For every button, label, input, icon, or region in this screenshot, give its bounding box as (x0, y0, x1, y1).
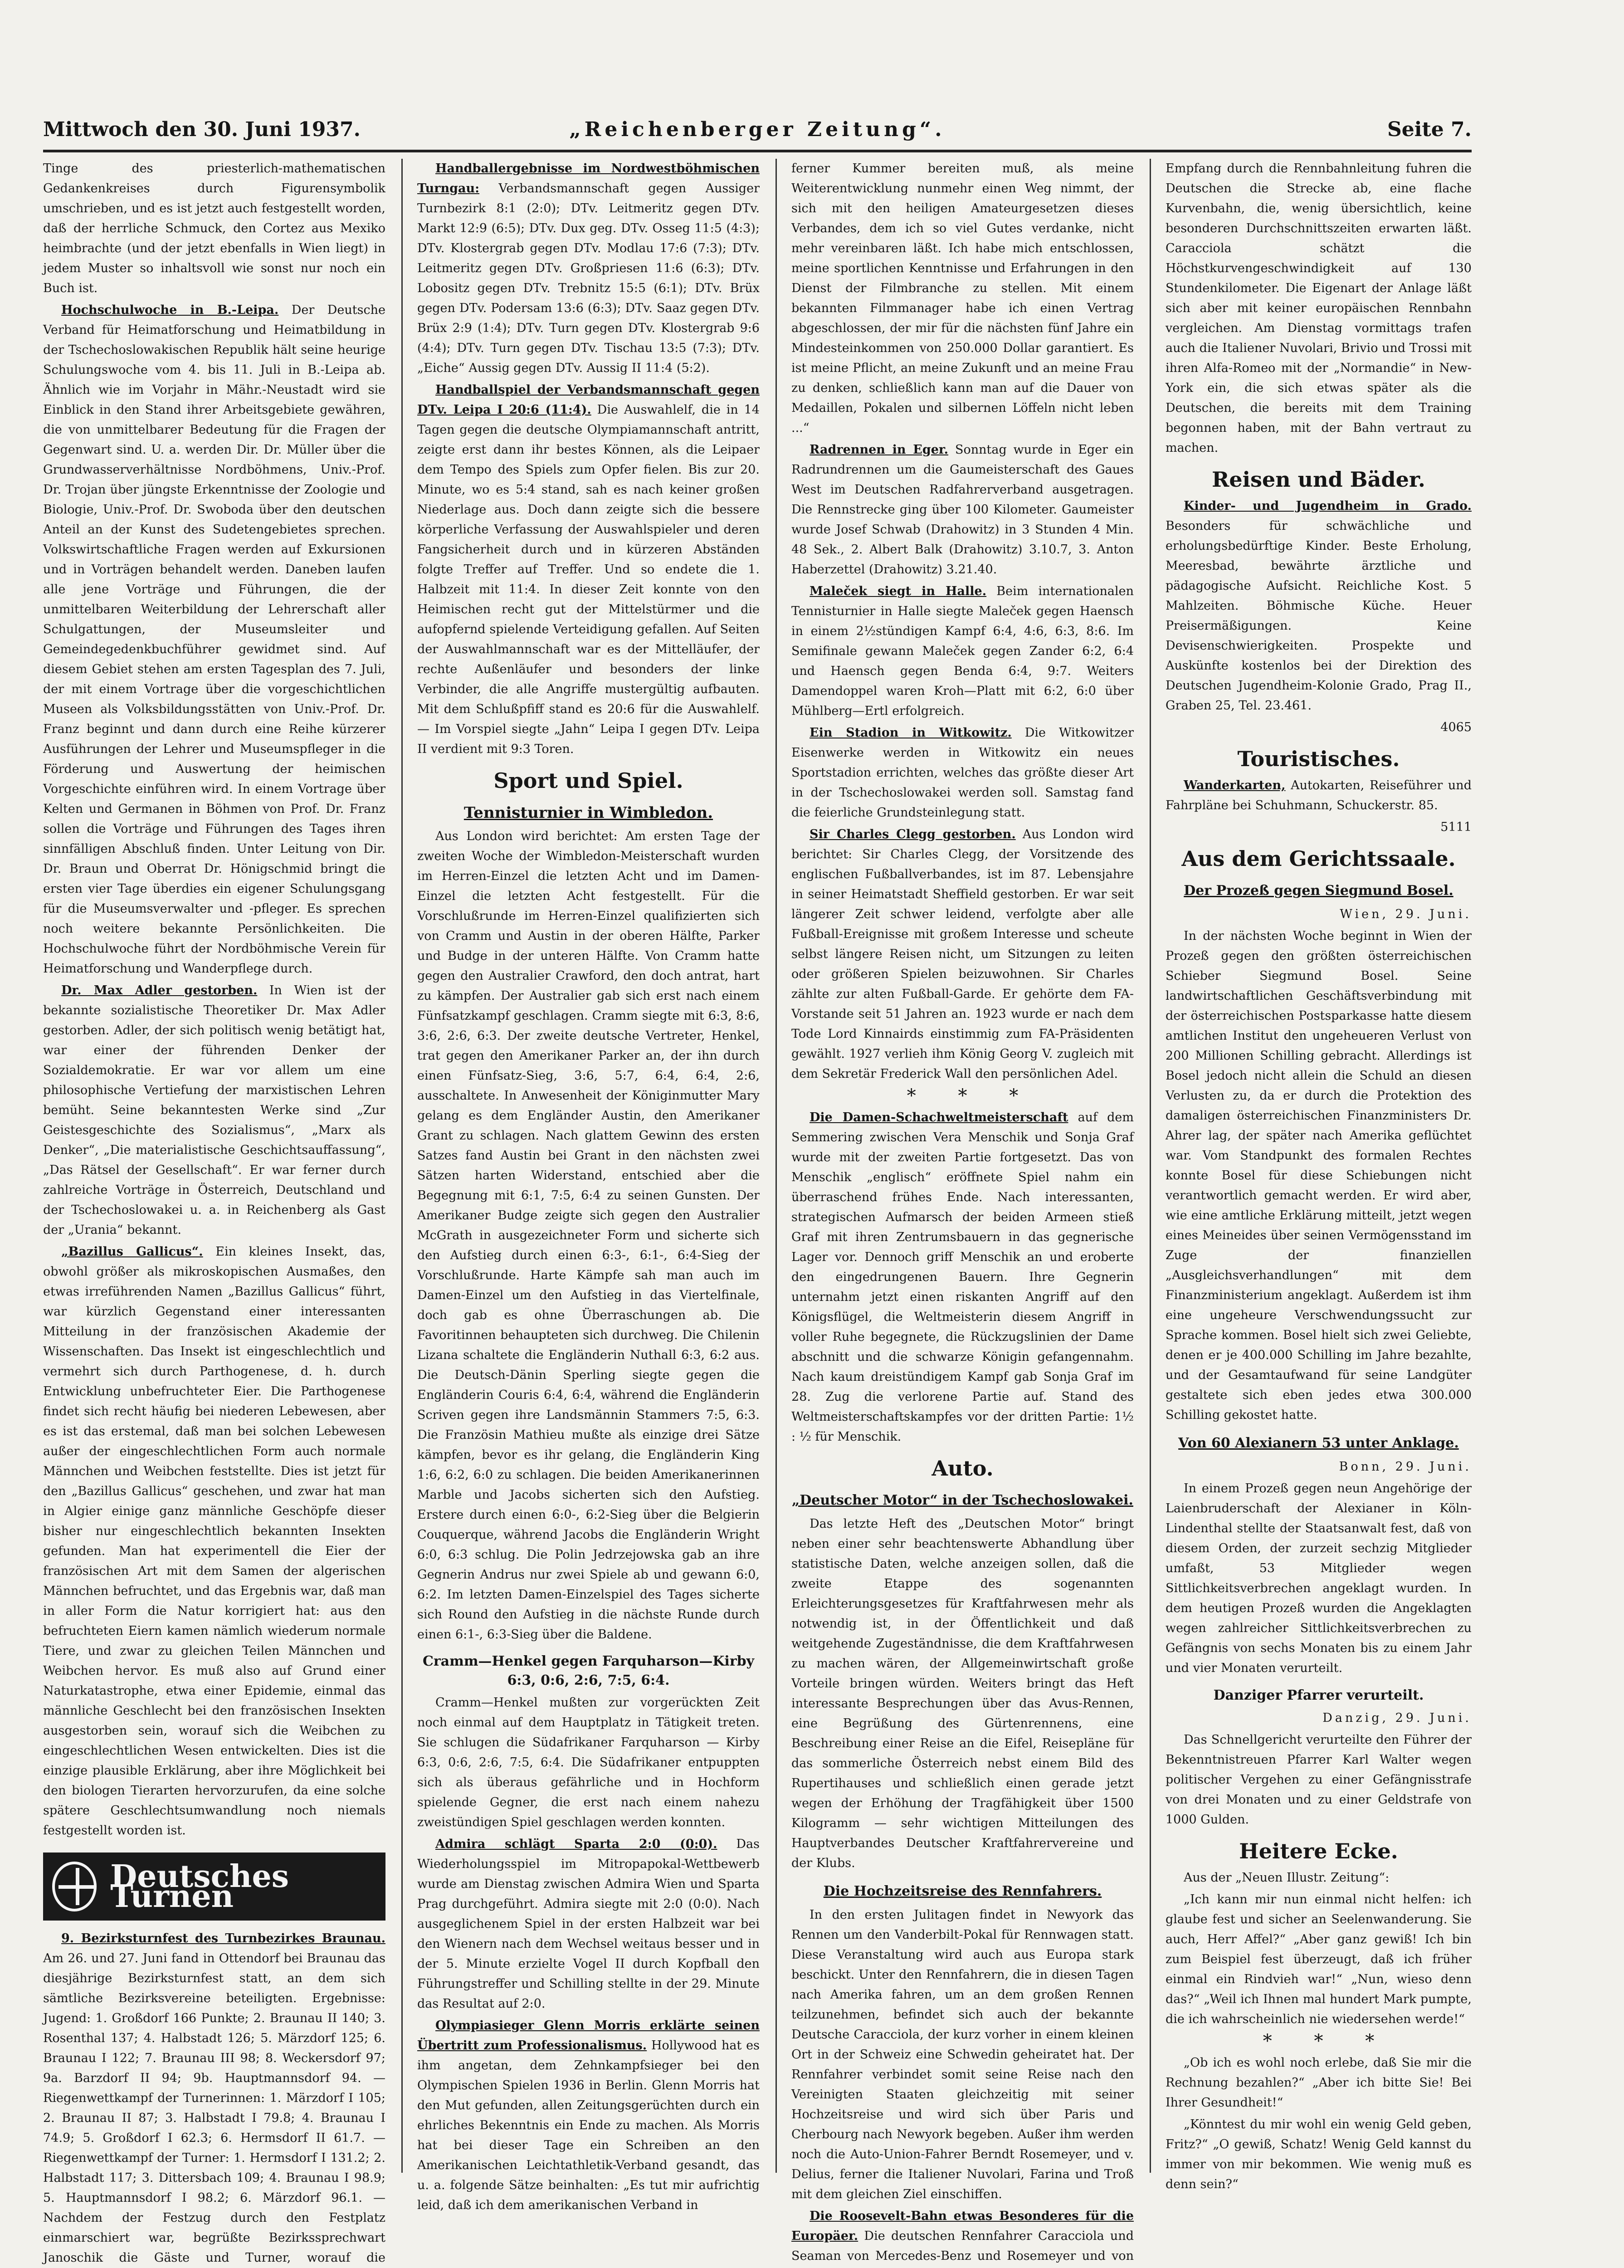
article-body: Aus London wird berichtet: Sir Charles Clegg, der Vorsitzende des englischen Fußballverbandes, ist im 87. Lebensjahre in seiner Heimatstadt Sheffield gestorben. Er war seit längerer Zeit schwer leidend, verfolgte aber alle Fußball-Ereignisse mit großem Interesse und scheute selbst längere Reisen nicht, um Sitzungen zu leiten oder größeren Spielen beizuwohnen. Sir Charles zählte zur alten Fußball-Garde. Er gehörte dem FA-Vorstande seit 51 Jahren an. 1923 wurde er nach dem Tode Lord Kinnairds einstimmig zum FA-Präsidenten gewählt. 1927 verlieh ihm König Georg V. zugleich mit dem Sekretär Frederick Wall den persönlichen Adel. (791, 827, 1134, 1081)
heading-hochzeitsreise: Die Hochzeitsreise des Rennfahrers. (823, 1883, 1102, 1899)
newspaper-title: „Reichenberger Zeitung“. (569, 118, 946, 141)
joke: „Könntest du mir wohl ein wenig Geld geben, Fritz?“ „O gewiß, Schatz! Wenig Geld kannst du immer von mir bekommen. Wie wenig muß es denn sein?“ (1166, 2117, 1472, 2191)
article-deutscher-motor: Das letzte Heft des „Deutschen Motor“ bringt neben einer sehr beachtenswerte Abhandlung über statistische Daten, welche anzeigen sollen, daß die zweite Etappe des sogenannten Erleichterungsgesetzes für Kraftfahrwesen mehr als notwendig ist, in der Öffentlichkeit und daß weitgehende Zugeständnisse, die dem Kraftfahrwesen zu machen wären, der Allgemeinwirtschaft große Vorteile bringen würden. Weiters bringt das Heft interessante Besprechungen über das Avus-Rennen, eine Begrüßung des Gürtenrennens, eine Beschreibung einer Reise an die Eifel, Reisepläne für das sommerliche Österreich nebst einem Bild des Rupertihauses und schließlich einen gerade jetzt wegen der Erhöhung der Tragfähigkeit über 1500 Kilogramm — sehr wichtigen Mitteilungen des Hauptverbandes Deutscher Kraftfahrervereine und der Klubs. (791, 1517, 1134, 1870)
ad-code: 5111 (1440, 820, 1472, 834)
column-3 (791, 159, 1134, 2263)
article-title: Sir Charles Clegg gestorben. (810, 827, 1016, 841)
section-heading-gerichtssaal: Aus dem Gerichtssaale. (1181, 846, 1456, 871)
joke: „Ob ich es wohl noch erlebe, daß Sie mir die Rechnung bezahlen?“ „Aber ich bitte Sie! Bei Ihrer Gesundheit!“ (1166, 2056, 1472, 2110)
article-body: auf dem Semmering zwischen Vera Menschik und Sonja Graf wurde mit der zweiten Partie fortgesetzt. Das von Menschik „englisch“ eröffnete Spiel nahm ein überraschend frühes Ende. Nach interessanten, strategischen Aufmarsch der beiden Armeen stieß Graf mit ihren Zentrumsbauern in das gegnerische Lager vor. Dennoch griff Menschik an und eroberte den eingedrungenen Bauern. Ihre Gegnerin unternahm jetzt einen riskanten Angriff auf den Königsflügel, die Weltmeisterin diesem Angriff in voller Ruhe begegnete, die Rückzugslinien der Dame abschnitt und die schwarze Königin gefangennahm. Nach kaum dreistündigem Kampf gab Sonja Graf im 28. Zug die verlorene Partie auf. Stand des Weltmeisterschaftskampfes vor der dritten Partie: 1½ : ½ für Menschik. (791, 1110, 1134, 1444)
article-schach (791, 1108, 1134, 1447)
article-body: Hollywood hat es ihm angetan, dem Zehnkampfsieger bei den Olympischen Spielen 1936 in Berlin. Glenn Morris hat den Mut gefunden, allen Zeitungsgerüchten durch ein ehrliches Bekenntnis ein Ende zu machen. Als Morris hat bei dieser Tage ein Schreiben an den Amerikanischen Leichtathletik-Verband gesandt, das u. a. folgende Sätze beinhalten: „Es tut mir aufrichtig leid, daß ich dem amerikanischen Verband in (417, 2038, 760, 2212)
article-handball-results (417, 159, 760, 378)
ad-wanderkarten (1166, 776, 1472, 816)
ad-body: Besonders für schwächliche und erholungsbedürftige Kinder. Beste Erholung, Meeresbad, bewährte ärztliche und pädagogische Aufsicht. Reichliche Kost. 5 Mahlzeiten. Böhmische Küche. Heuer Preisermäßigungen. Keine Devisenschwierigkeiten. Prospekte und Auskünfte kostenlos bei der Direktion des Deutschen Jugendheim-Kolonie Grado, Prag II., Graben 25, Tel. 23.461. (1166, 519, 1472, 713)
separator-stars: * * * (907, 1085, 1037, 1106)
ad-title: Wanderkarten, (1184, 778, 1286, 792)
article-hochschulwoche (43, 300, 385, 979)
column-1 (43, 159, 386, 2265)
article-title: Die Roosevelt-Bahn etwas Besonderes für die Europäer. (791, 2209, 1134, 2243)
article-body: Beim internationalen Tennisturnier in Halle siegte Maleček gegen Haensch in einem 2½stündigen Kampf 6:4, 4:6, 6:3, 8:6. Im Semifinale gewann Maleček gegen Zander 6:2, 6:4 und Haensch gegen Benda 6:4, 9:7. Weiters Damendoppel waren Kroh—Platt mit 6:2, 6:0 über Mühlberg—Ertl erfolgreich. (791, 584, 1134, 718)
heading-alexianer: Von 60 Alexianern 53 unter Anklage. (1178, 1435, 1459, 1451)
article-roosevelt (791, 2206, 1134, 2268)
column-2 (417, 159, 760, 2212)
article-morris (417, 2016, 760, 2215)
article-hochzeitsreise: In den ersten Julitagen findet in Newyork das Rennen um den Vanderbilt-Pokal für Rennwagen statt. Diese Veranstaltung wird auch aus Europa stark beschickt. Unter den Rennfahrern, die in diesen Tagen nach Amerika fahren, um an dem großen Rennen teilzunehmen, befindet sich auch der bekannte Deutsche Caracciola, der kurz vorher in einem kleinen Ort in der Schweiz eine Schwedin geheiratet hat. Der Rennfahrer verbindet somit seine Reise nach den Vereinigten Staaten gleichzeitig mit seiner Hochzeitsreise und wird sich über Paris und Cherbourg nach Newyork begeben. Außer ihm werden noch die Auto-Union-Fahrer Berndt Rosemeyer, und v. Delius, ferner die Italiener Nuvolari, Farina und Troß mit dem gleichen Ziel einschiffen. (791, 1908, 1134, 2201)
article-body: In Wien ist der bekannte sozialistische Theoretiker Dr. Max Adler gestorben. Adler, der sich politisch wenig betätigt hat, war einer der führenden Denker der Sozialdemokratie. Er war vor allem um eine philosophische Vertiefung der marxistischen Lehren bemüht. Seine bekanntesten Werke sind „Zur Geistesgeschichte des Sozialismus“, „Marx als Denker“, „Die materialistische Geschichtsauffassung“, „Das Rätsel der Gesellschaft“. Er war ferner durch zahlreiche Vorträge in Österreich, Deutschland und der Tschechoslowakei u. a. in Reichenberg als Gast der „Urania“ bekannt. (43, 983, 386, 1237)
article-body: Die Auswahlelf, die in 14 Tagen gegen die deutsche Olympiamannschaft antritt, zeigte erst dann ihr bestes Können, als die Leipaer dem Tempo des Spiels zum Opfer fielen. Bis zur 20. Minute, wo es 5:4 stand, sah es nach keiner großen Niederlage aus. Doch dann zeigte sich die bessere körperliche Verfassung der Auswahlspieler und deren Fangsicherheit durch und in kürzeren Abständen folgte Treffer auf Treffer. Und so endete die 1. Halbzeit mit 11:4. In dieser Zeit konnte von den Heimischen recht gut der Mittelstürmer und die aufopfernd spielende Verteidigung gefallen. Auf Seiten der Auswahlmannschaft war es der Mittelläufer, der rechte Außenläufer und besonders der linke Verbinder, die alle Angriffe mustergültig aufbauten. Mit dem Schlußpfiff stand es 20:6 für die Auswahlelf. — Im Vorspiel siegte „Jahn“ Leipa I gegen DTv. Leipa II verdient mit 9:3 Toren. (417, 403, 760, 756)
article-morris-continued: ferner Kummer bereiten muß, als meine Weiterentwicklung nunmehr einen Weg nimmt, der sich mit den heiligen Amateurgesetzen dieses Verbandes, dem ich so viel Gutes verdanke, nicht mehr vereinbaren läßt. Ich habe mich entschlossen, meine sportlichen Kenntnisse und Erfahrungen in den Dienst der Filmbranche zu stellen. Mit einem bekannten Filmmanager habe ich einen Vertrag abgeschlossen, der mir für die nächsten fünf Jahre ein Mindesteinkommen von 250.000 Dollar garantiert. Es ist meine Pflicht, an meine Zukunft und an meine Frau zu denken, schließlich kann man auf die Dauer von Medaillen, Pokalen und silbernen Löffeln nicht leben ...“ (791, 161, 1134, 435)
article-title: Handballspiel der Verbandsmannschaft gegen DTv. Leipa I 20:6 (11:4). (417, 383, 760, 417)
article-body: Die deutschen Rennfahrer Caracciola und Seaman von Mercedes-Benz und Rosemeyer und von (791, 2229, 1134, 2263)
column-4 (1166, 159, 1472, 2191)
column-divider (775, 159, 777, 2173)
article-body: Der Deutsche Verband für Heimatforschung und Heimatbildung in der Tschechoslowakischen Republik hält seine heurige Schulungswoche vom 4. bis 11. Juli in B.-Leipa ab. Ähnlich wie im Vorjahr in Mähr.-Neustadt wird sie Einblick in den Stand ihrer Arbeitsgebiete gewähren, die von unmittelbarer Bedeutung für die Fragen der Gegenwart sind. U. a. werden Dir. Dr. Müller über die Grundwasserverhältnisse Nordböhmens, Univ.-Prof. Dr. Trojan über jüngste Erkenntnisse der Zoologie und Biologie, Univ.-Prof. Dr. Swoboda über den deutschen Anteil an der Kunst des Sudetengebietes sprechen. Volkswirtschaftliche Fragen werden auf Exkursionen und in Vorträgen behandelt werden. Daneben laufen alle jene Vorträge und Führungen, die der unmittelbaren Weiterbildung der Lehrerschaft aller Schulgattungen, der Museumsleiter und Gemeindegedenkbuchführer gewidmet sind. Auf diesem Gebiet stehen am ersten Tagesplan des 7. Juli, der mit einem Vortrage über die vorgeschichtlichen Museen als Volksbildungsstätten von Univ.-Prof. Dr. Franz beginnt und dann durch eine Reihe kürzerer Ausführungen der Lehrer und Museumspfleger in die Förderung und Auswertung der heimischen Vorgeschichte einführen wird. In einem Vortrage über Kelten und Germanen in Böhmen von Prof. Dr. Franz sollen die Vorträge und Führungen des Tages ihren sinnfälligen Abschluß finden. Unter Leitung von Dir. Dr. Braun und Oberrat Dr. Hönigschmid bringt die ersten vier Tage überdies ein eigener Schulungsgang für die Museumsverwalter und -pfleger. Es sprechen noch weitere bekannte Persönlichkeiten. Die Hochschulwoche führt der Nordböhmische Verein für Heimatforschung und Wanderpflege durch. (43, 303, 385, 976)
section-heading-reisen: Reisen und Bäder. (1212, 467, 1425, 492)
article-malecek (791, 582, 1134, 721)
article-body: Das Wiederholungsspiel im Mitropapokal-Wettbewerb wurde am Dienstag zwischen Admira Wien und Sparta Prag durchgeführt. Admira siegte mit 2:0 (0:0). Nach ausgeglichenem Spiel in der ersten Halbzeit war bei den Wienern nach dem Wechsel weitaus besser und in der 5. Minute erzielte Vogel II durch Kopfball den Führungstreffer und Schilling stellte in der 29. Minute das Resultat auf 2:0. (417, 1837, 760, 2011)
article-bacillus (43, 1242, 385, 1841)
newspaper-page (43, 109, 1472, 2265)
section-heading-auto: Auto. (931, 1456, 994, 1481)
page-number: Seite 7. (1387, 118, 1472, 141)
column-divider (401, 159, 403, 2173)
article-turnfest (43, 1929, 385, 2268)
article-title: „Bazillus Gallicus“. (61, 1245, 203, 1259)
column-divider (1150, 159, 1151, 2173)
article-body: Am 26. und 27. Juni fand in Ottendorf bei Braunau das diesjährige Bezirksturnfest statt, an dem sich sämtliche Bezirksvereine beteiligten. Ergebnisse: Jugend: 1. Großdorf 166 Punkte; 2. Braunau II 140; 3. Rosenthal 137; 4. Halbstadt 126; 5. Märzdorf 125; 6. Braunau I 122; 7. Braunau III 98; 8. Weckersdorf 97; 9a. Barzdorf II 94; 9b. Hauptmannsdorf 94. — Riegenwettkampf der Turnerinnen: 1. Märzdorf I 105; 2. Braunau II 87; 3. Halbstadt I 79.8; 4. Braunau I 74.9; 5. Großdorf I 62.3; 6. Hermsdorf II 61.7. — Riegenwettkampf der Turner: 1. Hermsdorf I 131.2; 2. Halbstadt 117; 3. Dittersbach 109; 4. Braunau I 98.9; 5. Hauptmannsdorf I 98.2; 6. Märzdorf 96.1. — Nachdem der Festzug durch den Festplatz einmarschiert war, begrüßte Bezirkssprechwart Janoschik die Gäste und Turner, worauf die (43, 1951, 385, 2265)
article-body: Verbandsmannschaft gegen Aussiger Turnbezirk 8:1 (2:0); DTv. Leitmeritz gegen DTv. Markt 12:9 (6:5); DTv. Dux geg. DTv. Osseg 11:5 (4:3); DTv. Klostergrab gegen DTv. Modlau 17:6 (7:3); DTv. Leitmeritz gegen DTv. Großpriesen 11:6 (6:3); DTv. Lobositz gegen DTv. Trebnitz 15:5 (6:1); DTv. Brüx gegen DTv. Podersam 13:6 (6:3); DTv. Saaz gegen DTv. Brüx 2:9 (1:4); DTv. Turn gegen DTv. Klostergrab 9:6 (4:4); DTv. Turn gegen DTv. Tischau 13:5 (7:3); DTv. „Eiche“ Aussig gegen DTv. Aussig II 11:4 (5:2). (417, 181, 760, 375)
article-cramm-henkel: Cramm—Henkel mußten zur vorgerückten Zeit noch einmal auf dem Hauptplatz in Tätigkeit treten. Sie schlugen die Südafrikaner Farquharson — Kirby 6:3, 0:6, 2:6, 7:5, 6:4. Die Südafrikaner entpuppten sich als überaus gefährliche und in Hochform spielende Gegner, die erst nach einem nahezu zweistündigen Spiel geschlagen werden konnten. (417, 1696, 760, 1829)
article-roosevelt-continued: Empfang durch die Rennbahnleitung fuhren die Deutschen die Strecke ab, eine flache Kurvenbahn, die, wenig übersichtlich, keine besonderen Durchschnittszeiten erwarten läßt. Caracciola schätzt die Höchstkurvengeschwindigkeit auf 130 Stundenkilometer. Die Eigenart der Anlage läßt sich aber mit keiner europäischen Rennbahn vergleichen. Am Dienstag vormittags trafen auch die Italiener Nuvolari, Brivio und Trossi mit ihren Alfa-Romeo mit der „Normandie“ in New-York ein, die sich etwas später als die Deutschen, die bereits mit dem Training begonnen haben, mit der Bahn vertraut zu machen. (1166, 161, 1472, 455)
section-heading-touristisches: Touristisches. (1237, 747, 1400, 771)
dateline: Bonn, 29. Juni. (1339, 1460, 1472, 1474)
article-title: Handballergebnisse im Nordwestböhmischen Turngau: (417, 161, 760, 196)
turner-cross-icon (52, 1862, 97, 1911)
ad-body: Autokarten, Reiseführer und Fahrpläne bei Schuhmann, Schuckerstr. 85. (1166, 778, 1472, 812)
heading-deutscher-motor: „Deutscher Motor“ in der Tschechoslowakei. (792, 1492, 1133, 1508)
article-alexianer: In einem Prozeß gegen neun Angehörige der Laienbruderschaft der Alexianer in Köln-Lindenthal stellte der Staatsanwalt fest, daß von diesem Orden, der zurzeit sechzig Mitglieder umfaßt, 53 Mitglieder wegen Sittlichkeitsverbrechen angeklagt wurden. In dem heutigen Prozeß wurden die Angeklagten wegen zahlreicher Sittlichkeitsverbrechen zu Gefängnis von sechs Monaten bis zu einem Jahr und vier Monaten verurteilt. (1166, 1481, 1472, 1675)
ad-code: 4065 (1440, 720, 1472, 734)
article-body: Ein kleines Insekt, das, obwohl größer als mikroskopischen Ausmaßes, den etwas irreführenden Namen „Bazillus Gallicus“ führt, war kürzlich Gegenstand einer interessanten Mitteilung in der französischen Akademie der Wissenschaften. Das Insekt ist eingeschlechtlich und vermehrt sich durch Parthogenese, d. h. durch Entwicklung unbefruchteter Eier. Die Parthogenese findet sich recht häufig bei niederen Lebewesen, aber es ist das erstemal, daß man bei solchen Lebewesen außer der eingeschlechtlichen Form auch normale Männchen und Weibchen feststellte. Dies ist jetzt für den „Bazillus Gallicus“ geschehen, und zwar hat man in Algier einige ganz männliche Geschöpfe dieser bisher nur eingeschlechtlich bekannten Insekten gefunden. Man hat experimentell die Eier der französischen Art mit dem Samen der algerischen Männchen befruchtet, und das Ergebnis war, daß man in aller Form die Natur korrigiert hat: aus den befruchteten Eiern kamen nämlich wiederum normale Tiere, und zwar zu gleichen Teilen Männchen und Weibchen hervor. Es muß also auf Grund einer Naturkatastrophe, etwa einer Epidemie, einmal das männliche Geschlecht bei den französischen Insekten ausgestorben sein, worauf sich die Weibchen zu eingeschlechtlichen Wesen entwickelten. Dies ist die einzige plausible Erklärung, aber ihre Möglichkeit bei den biologen Tierarten hervorzurufen, da eine solche spätere Geschlechtsumwandlung noch niemals festgestellt worden ist. (43, 1245, 385, 1838)
article-handball-match (417, 380, 760, 759)
article-body: Sonntag wurde in Eger ein Radrundrennen um die Gaumeisterschaft des Gaues West im Deutschen Radfahrerverband ausgetragen. Die Rennstrecke ging über 100 Kilometer. Gaumeister wurde Josef Schwab (Drahowitz) in 3 Stunden 4 Min. 48 Sek., 2. Albert Balk (Drahowitz) 3.10.7, 3. Anton Haberzettel (Drahowitz) 3.21.40. (791, 443, 1134, 577)
article-body: Die Witkowitzer Eisenwerke werden in Witkowitz ein neues Sportstadion errichten, welches das größte dieser Art in der Tschechoslowakei werden soll. Samstag fand die feierliche Grundsteinlegung statt. (791, 726, 1134, 820)
article-title: Maleček siegt in Halle. (810, 584, 987, 598)
article-bosel: In der nächsten Woche beginnt in Wien der Prozeß gegen den größten österreichischen Schieber Siegmund Bosel. Seine landwirtschaftlichen Geschäftsverbindung mit der österreichischen Postsparkasse hatte diesem amtlichen Institut den ungeheueren Verlust von 200 Millionen Schilling gebracht. Allerdings ist Bosel jedoch nicht allein die Schuld an diesen Verlusten zu, da er durch die Protektion des damaligen österreichischen Finanzministers Dr. Ahrer lag, der später nach Amerika geflüchtet war. Vom Standpunkt des formalen Rechtes konnte Bosel für diese Schiebungen nicht verantwortlich gemacht werden. Er wird aber, wie eine amtliche Erklärung mitteilt, jetzt wegen eines Meineides über seinen Vermögensstand im Zuge der finanziellen „Ausgleichsverhandlungen“ mit dem Finanzministerium angeklagt. Außerdem ist ihm eine ungeheure Verschwendungssucht zur Sprache kommen. Bosel hielt sich zwei Geliebte, denen er je 400.000 Schilling im Jahre bezahlte, und der Gesamtaufwand für seine Landgüter gestaltete sich eben jedes etwa 300.000 Schilling gekostet hatte. (1166, 929, 1472, 1422)
article-title: Dr. Max Adler gestorben. (61, 983, 258, 997)
article-title: Die Damen-Schachweltmeisterschaft (810, 1110, 1068, 1124)
article-title: Radrennen in Eger. (810, 443, 949, 457)
article-clegg (791, 825, 1134, 1084)
article-stadion (791, 723, 1134, 823)
dateline: Wien, 29. Juni. (1340, 907, 1472, 921)
banner-title: Deutsches Turnen (110, 1858, 289, 1915)
heading-danzig: Danziger Pfarrer verurteilt. (1213, 1687, 1424, 1703)
separator-stars: * * * (1263, 2031, 1393, 2052)
ad-grado (1166, 496, 1472, 716)
section-heading-heitere-ecke: Heitere Ecke. (1239, 1839, 1398, 1863)
ad-title: Kinder- und Jugendheim in Grado. (1184, 499, 1472, 513)
joke: „Ich kann mir nun einmal nicht helfen: ich glaube fest und sicher an Seelenwanderung. Sie auch, Herr Affel?“ „Aber ganz gewiß! Ich bin zum Beispiel fest überzeugt, daß ich früher einmal ein Rindvieh war!“ „Nun, wieso denn das?“ „Weil ich Ihnen mal hundert Mark pumpte, die ich wahrscheinlich nie wiedersehen werde!“ (1166, 1892, 1472, 2026)
article-admira (417, 1834, 760, 2014)
article-adler (43, 981, 385, 1240)
header-date: Mittwoch den 30. Juni 1937. (43, 118, 361, 141)
article-title: Admira schlägt Sparta 2:0 (0:0). (435, 1837, 717, 1851)
heading-bosel: Der Prozeß gegen Siegmund Bosel. (1184, 883, 1453, 899)
heitere-intro: Aus der „Neuen Illustr. Zeitung“: (1184, 1871, 1390, 1885)
article-intro: Tinge des priesterlich-mathematischen Gedankenkreises durch Figurensymbolik umschrieben, und es ist jetzt auch festgestellt worden, daß der herrliche Schmuck, den Cortez aus Mexiko heimbrachte (und der jetzt ebenfalls in Wien liegt) in jedem Muster so inhaltsvoll wie sonst nur noch ein Buch ist. (43, 161, 385, 295)
heading-cramm-henkel: Cramm—Henkel gegen Farquharson—Kirby 6:3, 0:6, 2:6, 7:5, 6:4. (422, 1653, 755, 1688)
article-wimbledon: Aus London wird berichtet: Am ersten Tage der zweiten Woche der Wimbledon-Meisterschaft wurden im Herren-Einzel die letzten Acht und im Damen-Einzel die letzten Acht festgestellt. Für die Vorschlußrunde im Herren-Einzel qualifizierten sich von Cramm und Austin in der oberen Hälfte, Parker und Budge in der unteren Hälfte. Von Cramm hatte gegen den Australier Crawford, den doch antrat, hart zu kämpfen. Der Australier gab sich erst nach einem Fünfsatzkampf geschlagen. Cramm siegte mit 6:3, 8:6, 3:6, 2:6, 6:3. Der zweite deutsche Vertreter, Henkel, trat gegen den Amerikaner Parker an, der ihn durch einen Fünfsatz-Sieg, 3:6, 5:7, 6:4, 6:4, 2:6, ausschaltete. In Anwesenheit der Königinmutter Mary gelang es dem Engländer Austin, den Amerikaner Grant zu schlagen. Nach glattem Gewinn des ersten Satzes fand Austin bei Grant in den nächsten zwei Sätzen harten Widerstand, entschied aber die Begegnung mit 6:1, 7:5, 6:4 zu seinen Gunsten. Der Amerikaner Budge zeigte sich gegen den Australier McGrath in ausgezeichneter Form und sicherte sich den Aufstieg durch einen 6:3-, 6:1-, 6:4-Sieg der Vorschlußrunde. Harte Kämpfe sah man auch im Damen-Einzel um den Aufstieg in das Viertelfinale, doch gab es ohne Überraschungen ab. Die Favoritinnen behaupteten sich durchweg. Die Chilenin Lizana schaltete die Engländerin Nuthall 6:3, 6:2 aus. Die Deutsch-Dänin Sperling siegte gegen die Engländerin Couris 6:4, 6:4, während die Engländerin Scriven gegen ihre Landsmännin Stammers 7:5, 6:3. Die Französin Mathieu mußte als einzige drei Sätze kämpfen, bevor es ihr gelang, die Engländerin King 1:6, 6:2, 6:0 zu schlagen. Die beiden Amerikanerinnen Marble und Jacobs sicherten sich den Aufstieg. Erstere durch einen 6:0-, 6:2-Sieg über die Belgierin Couquerque, während Jacobs die Engländerin Wright 6:0, 6:3 schlug. Die Polin Jedrzejowska gab an ihre Gegnerin Andrus nur zwei Spiele ab und gewann 6:0, 6:2. Im letzten Damen-Einzelspiel des Tages sicherte sich Round den Aufstieg in die nächste Runde durch einen 6:1-, 6:3-Sieg über die Baldene. (417, 829, 760, 1642)
heading-wimbledon: Tennisturnier in Wimbledon. (463, 804, 713, 822)
article-radrennen (791, 440, 1134, 580)
page-header (43, 109, 1472, 152)
section-banner-turnen (43, 1853, 385, 1921)
article-title: Ein Stadion in Witkowitz. (810, 726, 1012, 740)
section-heading-sport: Sport und Spiel. (493, 768, 683, 793)
article-title: 9. Bezirksturnfest des Turnbezirkes Braunau. (61, 1931, 385, 1945)
article-danzig: Das Schnellgericht verurteilte den Führer der Bekenntnistreuen Pfarrer Karl Walter wegen politischer Vergehen zu einer Gefängnisstrafe von drei Monaten und zu einer Geldstrafe von 1000 Gulden. (1166, 1733, 1472, 1827)
article-title: Hochschulwoche in B.-Leipa. (61, 303, 279, 317)
article-title: Olympiasieger Glenn Morris erklärte seinen Übertritt zum Professionalismus. (417, 2019, 760, 2053)
dateline: Danzig, 29. Juni. (1322, 1711, 1472, 1725)
